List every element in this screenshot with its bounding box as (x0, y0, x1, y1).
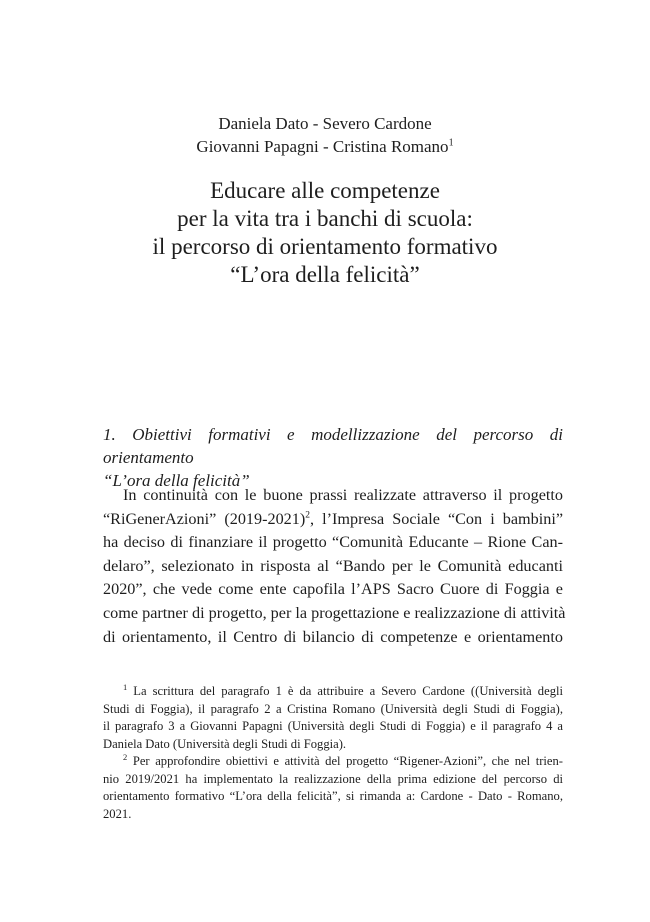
footnote-2-line-1-text: Per approfondire obiettivi e attività del progetto “Rigener-Azioni”, che nel trien- (127, 754, 563, 768)
footnote-reference-2[interactable]: 2 (305, 510, 311, 521)
footnote-2-line-3: orientamento formativo “L’ora della felicità”, si rimanda a: Cardone - Dato - Romano, (103, 789, 563, 803)
body-line-6: come partner di progetto, per la progettazione e realizzazione di attività (103, 603, 566, 622)
footnote-1-line-4: Daniela Dato (Università degli Studi di Foggia). (103, 736, 347, 751)
footnote-1-line-1-text: La scrittura del paragrafo 1 è da attribuire a Severo Cardone ((Università degli (127, 684, 563, 698)
title-line-2: per la vita tra i banchi di scuola: (177, 206, 473, 231)
body-line-7: di orientamento, il Centro di bilancio di competenze e orientamento (103, 627, 563, 646)
footnote-2-line-4: 2021. (103, 806, 132, 821)
body-line-1: In continuità con le buone prassi realizzate attraverso il progetto (123, 486, 563, 504)
footnote-1 (103, 683, 563, 753)
body-line-4: delaro”, selezionato in risposta al “Bando per le Comunità educanti (103, 556, 563, 575)
footnote-1-line-3: il paragrafo 3 a Giovanni Papagni (Università degli Studi di Foggia) e il paragrafo 4 a (103, 719, 563, 733)
footnote-2-marker: 2 (123, 751, 128, 762)
body-paragraph (103, 484, 566, 649)
body-line-5: 2020”, che vede come ente capofila l’APS Sacro Cuore di Foggia e (103, 580, 563, 599)
author-line-2-text: Giovanni Papagni - Cristina Romano (196, 137, 449, 156)
author-line-1: Daniela Dato - Severo Cardone (218, 114, 432, 133)
section-heading (103, 423, 563, 492)
footnotes (103, 683, 563, 823)
footnote-reference-1[interactable]: 1 (448, 137, 454, 149)
footnote-2-line-2: nio 2019/2021 ha implementato la realizzazione della prima edizione del percorso di (103, 771, 563, 786)
footnote-1-line-2: Studi di Foggia), il paragrafo 2 a Cristina Romano (Università degli Studi di Foggia), (103, 701, 563, 716)
body-line-3: ha deciso di finanziare il progetto “Comunità Educante – Rione Can- (103, 533, 563, 552)
footnote-1-line-1 (103, 683, 563, 701)
body-line-2-end: , l’Impresa Sociale “Con i bambini” (310, 509, 563, 528)
body-line-2 (103, 508, 563, 532)
footnote-2-line-1 (103, 753, 563, 771)
section-heading-line-2: “L’ora della felicità” (103, 471, 250, 490)
footnote-1-marker: 1 (123, 681, 128, 692)
footnote-2 (103, 753, 563, 823)
author-block (0, 112, 650, 158)
body-line-2-start: “RiGenerAzioni” (2019-2021) (103, 509, 306, 528)
paper-title (0, 177, 650, 289)
title-line-3: il percorso di orientamento formativo (152, 234, 498, 259)
title-line-4: “L’ora della felicità” (230, 262, 420, 287)
section-heading-line-1: 1. Obiettivi formativi e modellizzazione del percorso di orientamento (103, 425, 563, 467)
title-line-1: Educare alle competenze (210, 178, 440, 203)
author-line-2 (0, 135, 650, 158)
